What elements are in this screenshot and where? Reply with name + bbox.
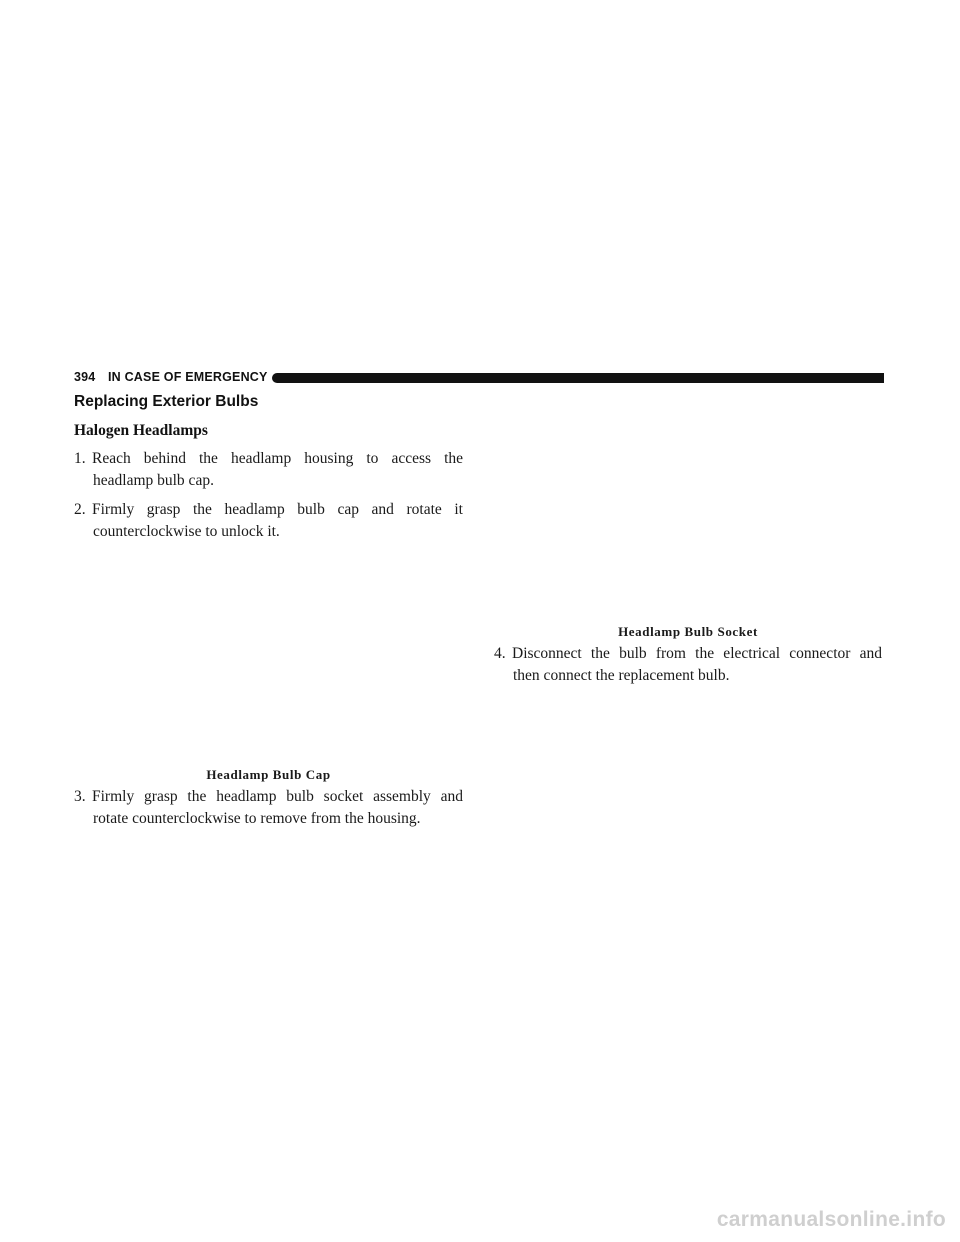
step-text-cont: then connect the replacement bulb. [513,667,730,684]
step-text-cont: rotate counterclockwise to remove from the housing. [93,810,421,827]
section-title: IN CASE OF EMERGENCY [108,370,268,384]
figure-headlamp-bulb-socket [494,400,882,615]
figure-headlamp-bulb-cap [74,550,463,760]
step-text-cont: headlamp bulb cap. [93,472,214,489]
step-number: 3. [74,788,86,805]
page-header [74,369,884,387]
step-text: Firmly grasp the headlamp bulb cap and rotate it [92,501,463,518]
step-text: Reach behind the headlamp housing to access the [92,450,463,467]
subsection-heading: Halogen Headlamps [74,422,208,439]
step-number: 2. [74,501,86,518]
step-2 [74,499,463,543]
page-number: 394 [74,370,96,384]
step-number: 4. [494,645,506,662]
step-1 [74,448,463,492]
step-number: 1. [74,450,86,467]
figure-caption-bulb-cap: Headlamp Bulb Cap [206,767,331,782]
section-heading: Replacing Exterior Bulbs [74,393,259,410]
figure-caption-bulb-socket: Headlamp Bulb Socket [618,624,758,639]
watermark: carmanualsonline.info [716,1208,946,1231]
step-text: Disconnect the bulb from the electrical connector and [512,645,882,662]
step-3 [74,786,463,830]
step-4 [494,643,882,687]
step-text: Firmly grasp the headlamp bulb socket assembly and [92,788,463,805]
header-rule [272,373,884,383]
step-text-cont: counterclockwise to unlock it. [93,523,280,540]
